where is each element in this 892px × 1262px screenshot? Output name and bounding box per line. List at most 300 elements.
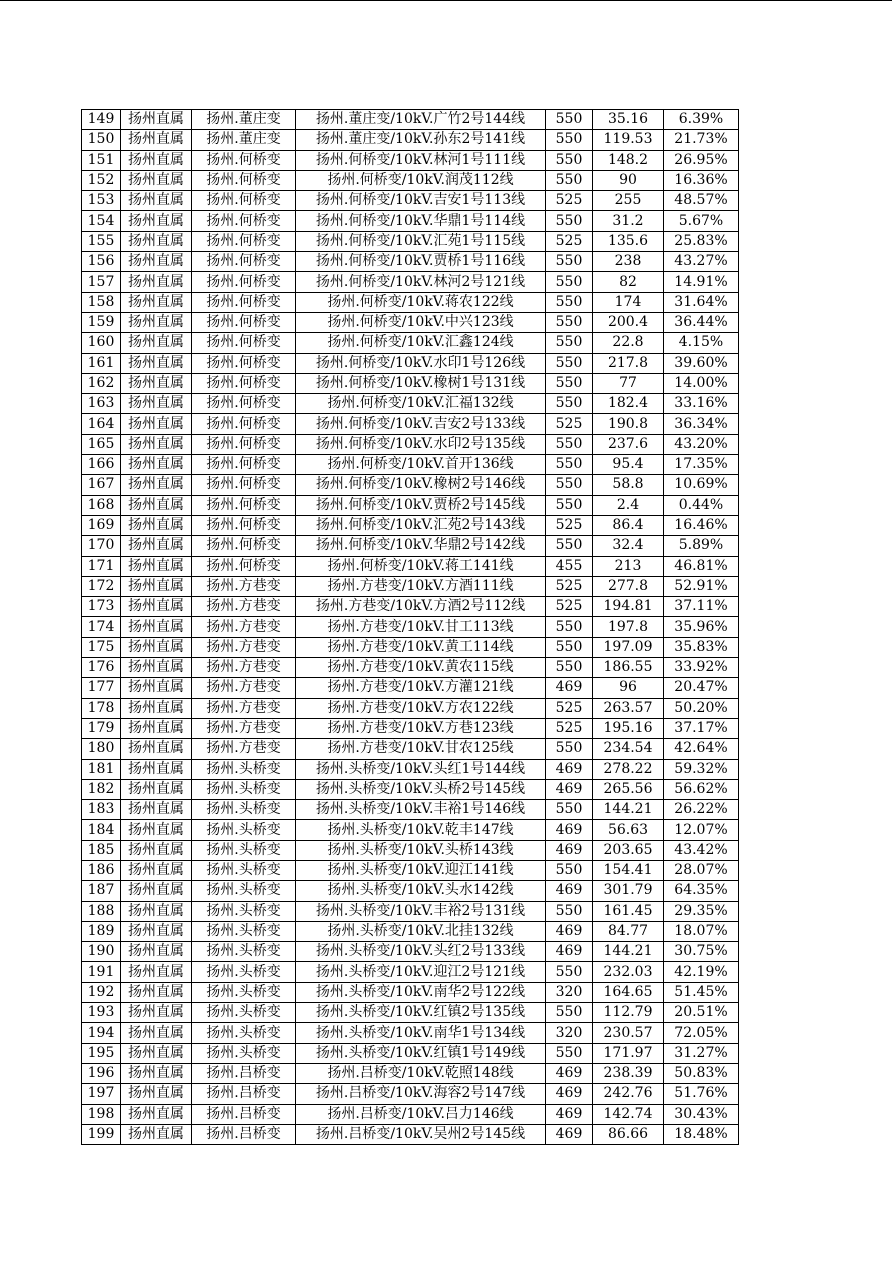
row-number-cell: 164: [82, 414, 121, 434]
table-row: [82, 1084, 739, 1104]
table-row: [82, 860, 739, 880]
load-rate-cell: 6.39%: [664, 110, 739, 130]
load-cell: 95.4: [593, 455, 664, 475]
load-cell: 32.4: [593, 536, 664, 556]
table-row: [82, 272, 739, 292]
row-number-cell: 155: [82, 231, 121, 251]
row-number-cell: 197: [82, 1084, 121, 1104]
table-row: [82, 678, 739, 698]
feeder-line-cell: 扬州.方巷变/10kV.方灌121线: [296, 678, 546, 698]
capacity-cell: 469: [546, 1104, 593, 1124]
substation-cell: 扬州.何桥变: [192, 536, 296, 556]
row-number-cell: 169: [82, 515, 121, 535]
load-rate-cell: 35.83%: [664, 637, 739, 657]
substation-cell: 扬州.头桥变: [192, 901, 296, 921]
substation-cell: 扬州.头桥变: [192, 800, 296, 820]
load-rate-cell: 18.07%: [664, 921, 739, 941]
feeder-line-cell: 扬州.何桥变/10kV.汇苑1号115线: [296, 231, 546, 251]
row-number-cell: 182: [82, 779, 121, 799]
row-number-cell: 195: [82, 1043, 121, 1063]
capacity-cell: 550: [546, 901, 593, 921]
row-number-cell: 178: [82, 698, 121, 718]
feeder-line-cell: 扬州.头桥变/10kV.迎江2号121线: [296, 962, 546, 982]
org-cell: 扬州直属: [121, 901, 192, 921]
substation-cell: 扬州.何桥变: [192, 414, 296, 434]
capacity-cell: 525: [546, 698, 593, 718]
capacity-cell: 469: [546, 1124, 593, 1144]
table-row: [82, 130, 739, 150]
capacity-cell: 469: [546, 881, 593, 901]
feeder-line-cell: 扬州.何桥变/10kV.贾桥2号145线: [296, 495, 546, 515]
substation-cell: 扬州.头桥变: [192, 1043, 296, 1063]
capacity-cell: 550: [546, 333, 593, 353]
table-row: [82, 1124, 739, 1144]
feeder-line-cell: 扬州.何桥变/10kV.蒋工141线: [296, 556, 546, 576]
load-rate-cell: 42.64%: [664, 739, 739, 759]
feeder-load-table: [81, 109, 739, 1145]
capacity-cell: 525: [546, 597, 593, 617]
substation-cell: 扬州.头桥变: [192, 921, 296, 941]
load-rate-cell: 33.16%: [664, 394, 739, 414]
load-rate-cell: 51.45%: [664, 982, 739, 1002]
feeder-line-cell: 扬州.头桥变/10kV.头水142线: [296, 881, 546, 901]
load-rate-cell: 43.42%: [664, 840, 739, 860]
load-cell: 77: [593, 373, 664, 393]
load-rate-cell: 36.44%: [664, 312, 739, 332]
table-row: [82, 921, 739, 941]
org-cell: 扬州直属: [121, 678, 192, 698]
table-row: [82, 698, 739, 718]
load-cell: 22.8: [593, 333, 664, 353]
row-number-cell: 168: [82, 495, 121, 515]
capacity-cell: 550: [546, 394, 593, 414]
capacity-cell: 469: [546, 759, 593, 779]
substation-cell: 扬州.方巷变: [192, 617, 296, 637]
feeder-line-cell: 扬州.何桥变/10kV.林河1号111线: [296, 150, 546, 170]
capacity-cell: 550: [546, 658, 593, 678]
org-cell: 扬州直属: [121, 515, 192, 535]
load-cell: 2.4: [593, 495, 664, 515]
feeder-line-cell: 扬州.何桥变/10kV.华鼎2号142线: [296, 536, 546, 556]
substation-cell: 扬州.何桥变: [192, 556, 296, 576]
table-row: [82, 495, 739, 515]
substation-cell: 扬州.头桥变: [192, 840, 296, 860]
load-cell: 174: [593, 292, 664, 312]
substation-cell: 扬州.方巷变: [192, 698, 296, 718]
substation-cell: 扬州.何桥变: [192, 394, 296, 414]
capacity-cell: 525: [546, 515, 593, 535]
load-rate-cell: 17.35%: [664, 455, 739, 475]
row-number-cell: 180: [82, 739, 121, 759]
table-row: [82, 1043, 739, 1063]
capacity-cell: 525: [546, 414, 593, 434]
org-cell: 扬州直属: [121, 597, 192, 617]
table-row: [82, 252, 739, 272]
row-number-cell: 191: [82, 962, 121, 982]
load-cell: 148.2: [593, 150, 664, 170]
org-cell: 扬州直属: [121, 110, 192, 130]
row-number-cell: 188: [82, 901, 121, 921]
substation-cell: 扬州.方巷变: [192, 718, 296, 738]
table-row: [82, 779, 739, 799]
load-cell: 31.2: [593, 211, 664, 231]
row-number-cell: 186: [82, 860, 121, 880]
load-rate-cell: 64.35%: [664, 881, 739, 901]
feeder-line-cell: 扬州.方巷变/10kV.黄农115线: [296, 658, 546, 678]
feeder-line-cell: 扬州.方巷变/10kV.甘农125线: [296, 739, 546, 759]
load-rate-cell: 35.96%: [664, 617, 739, 637]
substation-cell: 扬州.吕桥变: [192, 1104, 296, 1124]
table-row: [82, 1063, 739, 1083]
org-cell: 扬州直属: [121, 576, 192, 596]
capacity-cell: 550: [546, 252, 593, 272]
sheet-top-border: [0, 0, 892, 1]
row-number-cell: 174: [82, 617, 121, 637]
org-cell: 扬州直属: [121, 982, 192, 1002]
capacity-cell: 550: [546, 353, 593, 373]
table-row: [82, 292, 739, 312]
feeder-line-cell: 扬州.方巷变/10kV.甘工113线: [296, 617, 546, 637]
load-rate-cell: 42.19%: [664, 962, 739, 982]
org-cell: 扬州直属: [121, 231, 192, 251]
row-number-cell: 154: [82, 211, 121, 231]
load-rate-cell: 33.92%: [664, 658, 739, 678]
substation-cell: 扬州.何桥变: [192, 515, 296, 535]
load-cell: 255: [593, 191, 664, 211]
load-cell: 56.63: [593, 820, 664, 840]
row-number-cell: 163: [82, 394, 121, 414]
load-cell: 86.4: [593, 515, 664, 535]
load-rate-cell: 51.76%: [664, 1084, 739, 1104]
load-rate-cell: 56.62%: [664, 779, 739, 799]
row-number-cell: 198: [82, 1104, 121, 1124]
feeder-line-cell: 扬州.头桥变/10kV.南华1号134线: [296, 1023, 546, 1043]
table-row: [82, 110, 739, 130]
feeder-line-cell: 扬州.吕桥变/10kV.海容2号147线: [296, 1084, 546, 1104]
load-cell: 278.22: [593, 759, 664, 779]
org-cell: 扬州直属: [121, 840, 192, 860]
substation-cell: 扬州.何桥变: [192, 312, 296, 332]
substation-cell: 扬州.头桥变: [192, 1003, 296, 1023]
load-cell: 230.57: [593, 1023, 664, 1043]
feeder-line-cell: 扬州.何桥变/10kV.中兴123线: [296, 312, 546, 332]
load-rate-cell: 30.43%: [664, 1104, 739, 1124]
table-row: [82, 739, 739, 759]
load-cell: 164.65: [593, 982, 664, 1002]
row-number-cell: 183: [82, 800, 121, 820]
org-cell: 扬州直属: [121, 637, 192, 657]
load-rate-cell: 39.60%: [664, 353, 739, 373]
table-row: [82, 455, 739, 475]
row-number-cell: 196: [82, 1063, 121, 1083]
substation-cell: 扬州.何桥变: [192, 211, 296, 231]
row-number-cell: 193: [82, 1003, 121, 1023]
load-rate-cell: 25.83%: [664, 231, 739, 251]
capacity-cell: 550: [546, 739, 593, 759]
capacity-cell: 525: [546, 231, 593, 251]
row-number-cell: 176: [82, 658, 121, 678]
load-rate-cell: 72.05%: [664, 1023, 739, 1043]
load-cell: 171.97: [593, 1043, 664, 1063]
feeder-line-cell: 扬州.头桥变/10kV.红镇1号149线: [296, 1043, 546, 1063]
load-cell: 277.8: [593, 576, 664, 596]
row-number-cell: 192: [82, 982, 121, 1002]
load-cell: 197.09: [593, 637, 664, 657]
substation-cell: 扬州.何桥变: [192, 272, 296, 292]
load-rate-cell: 31.27%: [664, 1043, 739, 1063]
load-rate-cell: 28.07%: [664, 860, 739, 880]
org-cell: 扬州直属: [121, 1023, 192, 1043]
capacity-cell: 550: [546, 495, 593, 515]
capacity-cell: 469: [546, 779, 593, 799]
load-cell: 186.55: [593, 658, 664, 678]
substation-cell: 扬州.何桥变: [192, 150, 296, 170]
capacity-cell: 550: [546, 211, 593, 231]
org-cell: 扬州直属: [121, 333, 192, 353]
table-row: [82, 658, 739, 678]
table-row: [82, 962, 739, 982]
capacity-cell: 550: [546, 272, 593, 292]
row-number-cell: 159: [82, 312, 121, 332]
row-number-cell: 190: [82, 942, 121, 962]
feeder-line-cell: 扬州.头桥变/10kV.乾丰147线: [296, 820, 546, 840]
load-cell: 96: [593, 678, 664, 698]
org-cell: 扬州直属: [121, 455, 192, 475]
feeder-line-cell: 扬州.何桥变/10kV.林河2号121线: [296, 272, 546, 292]
table-row: [82, 820, 739, 840]
capacity-cell: 550: [546, 373, 593, 393]
row-number-cell: 185: [82, 840, 121, 860]
table-row: [82, 617, 739, 637]
capacity-cell: 525: [546, 718, 593, 738]
org-cell: 扬州直属: [121, 942, 192, 962]
feeder-line-cell: 扬州.何桥变/10kV.汇苑2号143线: [296, 515, 546, 535]
feeder-line-cell: 扬州.何桥变/10kV.橡树2号146线: [296, 475, 546, 495]
capacity-cell: 469: [546, 678, 593, 698]
org-cell: 扬州直属: [121, 150, 192, 170]
load-cell: 213: [593, 556, 664, 576]
substation-cell: 扬州.何桥变: [192, 373, 296, 393]
load-rate-cell: 5.89%: [664, 536, 739, 556]
load-rate-cell: 37.11%: [664, 597, 739, 617]
load-cell: 200.4: [593, 312, 664, 332]
substation-cell: 扬州.头桥变: [192, 860, 296, 880]
row-number-cell: 194: [82, 1023, 121, 1043]
substation-cell: 扬州.何桥变: [192, 170, 296, 190]
row-number-cell: 153: [82, 191, 121, 211]
table-row: [82, 982, 739, 1002]
load-cell: 301.79: [593, 881, 664, 901]
load-rate-cell: 37.17%: [664, 718, 739, 738]
capacity-cell: 550: [546, 860, 593, 880]
substation-cell: 扬州.方巷变: [192, 658, 296, 678]
org-cell: 扬州直属: [121, 394, 192, 414]
capacity-cell: 550: [546, 637, 593, 657]
load-rate-cell: 50.20%: [664, 698, 739, 718]
feeder-line-cell: 扬州.头桥变/10kV.南华2号122线: [296, 982, 546, 1002]
org-cell: 扬州直属: [121, 617, 192, 637]
load-rate-cell: 30.75%: [664, 942, 739, 962]
capacity-cell: 550: [546, 962, 593, 982]
row-number-cell: 156: [82, 252, 121, 272]
org-cell: 扬州直属: [121, 475, 192, 495]
feeder-line-cell: 扬州.何桥变/10kV.水印2号135线: [296, 434, 546, 454]
table-row: [82, 759, 739, 779]
load-rate-cell: 29.35%: [664, 901, 739, 921]
load-rate-cell: 52.91%: [664, 576, 739, 596]
feeder-line-cell: 扬州.头桥变/10kV.头桥2号145线: [296, 779, 546, 799]
feeder-line-cell: 扬州.方巷变/10kV.黄工114线: [296, 637, 546, 657]
load-rate-cell: 18.48%: [664, 1124, 739, 1144]
substation-cell: 扬州.董庄变: [192, 130, 296, 150]
feeder-line-cell: 扬州.何桥变/10kV.水印1号126线: [296, 353, 546, 373]
feeder-line-cell: 扬州.头桥变/10kV.迎江141线: [296, 860, 546, 880]
capacity-cell: 469: [546, 840, 593, 860]
substation-cell: 扬州.吕桥变: [192, 1063, 296, 1083]
load-cell: 58.8: [593, 475, 664, 495]
table-row: [82, 150, 739, 170]
load-rate-cell: 10.69%: [664, 475, 739, 495]
row-number-cell: 158: [82, 292, 121, 312]
capacity-cell: 550: [546, 150, 593, 170]
load-rate-cell: 21.73%: [664, 130, 739, 150]
substation-cell: 扬州.头桥变: [192, 942, 296, 962]
load-rate-cell: 46.81%: [664, 556, 739, 576]
org-cell: 扬州直属: [121, 718, 192, 738]
capacity-cell: 469: [546, 921, 593, 941]
org-cell: 扬州直属: [121, 820, 192, 840]
load-cell: 161.45: [593, 901, 664, 921]
capacity-cell: 550: [546, 617, 593, 637]
table-row: [82, 211, 739, 231]
load-cell: 144.21: [593, 942, 664, 962]
load-rate-cell: 20.47%: [664, 678, 739, 698]
capacity-cell: 550: [546, 110, 593, 130]
load-cell: 144.21: [593, 800, 664, 820]
row-number-cell: 149: [82, 110, 121, 130]
substation-cell: 扬州.头桥变: [192, 759, 296, 779]
feeder-line-cell: 扬州.何桥变/10kV.汇福132线: [296, 394, 546, 414]
load-cell: 86.66: [593, 1124, 664, 1144]
row-number-cell: 160: [82, 333, 121, 353]
row-number-cell: 166: [82, 455, 121, 475]
capacity-cell: 550: [546, 536, 593, 556]
load-rate-cell: 4.15%: [664, 333, 739, 353]
capacity-cell: 550: [546, 475, 593, 495]
feeder-line-cell: 扬州.头桥变/10kV.丰裕1号146线: [296, 800, 546, 820]
row-number-cell: 175: [82, 637, 121, 657]
load-rate-cell: 12.07%: [664, 820, 739, 840]
table-row: [82, 353, 739, 373]
feeder-line-cell: 扬州.何桥变/10kV.蒋农122线: [296, 292, 546, 312]
substation-cell: 扬州.何桥变: [192, 495, 296, 515]
feeder-line-cell: 扬州.头桥变/10kV.头红1号144线: [296, 759, 546, 779]
row-number-cell: 181: [82, 759, 121, 779]
capacity-cell: 469: [546, 1084, 593, 1104]
capacity-cell: 525: [546, 576, 593, 596]
load-cell: 238.39: [593, 1063, 664, 1083]
capacity-cell: 455: [546, 556, 593, 576]
load-cell: 190.8: [593, 414, 664, 434]
org-cell: 扬州直属: [121, 414, 192, 434]
org-cell: 扬州直属: [121, 1124, 192, 1144]
table-row: [82, 333, 739, 353]
capacity-cell: 320: [546, 1023, 593, 1043]
substation-cell: 扬州.何桥变: [192, 333, 296, 353]
feeder-line-cell: 扬州.吕桥变/10kV.吴州2号145线: [296, 1124, 546, 1144]
feeder-line-cell: 扬州.头桥变/10kV.北挂132线: [296, 921, 546, 941]
capacity-cell: 550: [546, 455, 593, 475]
substation-cell: 扬州.头桥变: [192, 962, 296, 982]
org-cell: 扬州直属: [121, 1063, 192, 1083]
table-row: [82, 718, 739, 738]
substation-cell: 扬州.何桥变: [192, 475, 296, 495]
load-rate-cell: 26.22%: [664, 800, 739, 820]
load-cell: 217.8: [593, 353, 664, 373]
row-number-cell: 177: [82, 678, 121, 698]
table-row: [82, 394, 739, 414]
org-cell: 扬州直属: [121, 658, 192, 678]
table-row: [82, 901, 739, 921]
row-number-cell: 150: [82, 130, 121, 150]
table-row: [82, 1104, 739, 1124]
capacity-cell: 550: [546, 1043, 593, 1063]
feeder-line-cell: 扬州.何桥变/10kV.贾桥1号116线: [296, 252, 546, 272]
org-cell: 扬州直属: [121, 1003, 192, 1023]
org-cell: 扬州直属: [121, 759, 192, 779]
table-row: [82, 800, 739, 820]
load-rate-cell: 14.00%: [664, 373, 739, 393]
substation-cell: 扬州.方巷变: [192, 576, 296, 596]
load-rate-cell: 16.46%: [664, 515, 739, 535]
substation-cell: 扬州.头桥变: [192, 982, 296, 1002]
capacity-cell: 550: [546, 130, 593, 150]
table-row: [82, 597, 739, 617]
org-cell: 扬州直属: [121, 292, 192, 312]
org-cell: 扬州直属: [121, 881, 192, 901]
org-cell: 扬州直属: [121, 698, 192, 718]
row-number-cell: 165: [82, 434, 121, 454]
feeder-line-cell: 扬州.头桥变/10kV.头红2号133线: [296, 942, 546, 962]
row-number-cell: 167: [82, 475, 121, 495]
load-rate-cell: 36.34%: [664, 414, 739, 434]
feeder-line-cell: 扬州.何桥变/10kV.润茂112线: [296, 170, 546, 190]
load-cell: 242.76: [593, 1084, 664, 1104]
table-row: [82, 1003, 739, 1023]
capacity-cell: 469: [546, 942, 593, 962]
row-number-cell: 179: [82, 718, 121, 738]
load-cell: 265.56: [593, 779, 664, 799]
load-rate-cell: 20.51%: [664, 1003, 739, 1023]
substation-cell: 扬州.方巷变: [192, 739, 296, 759]
substation-cell: 扬州.吕桥变: [192, 1084, 296, 1104]
org-cell: 扬州直属: [121, 312, 192, 332]
substation-cell: 扬州.方巷变: [192, 637, 296, 657]
substation-cell: 扬州.何桥变: [192, 434, 296, 454]
substation-cell: 扬州.何桥变: [192, 292, 296, 312]
org-cell: 扬州直属: [121, 373, 192, 393]
load-cell: 203.65: [593, 840, 664, 860]
org-cell: 扬州直属: [121, 800, 192, 820]
row-number-cell: 171: [82, 556, 121, 576]
org-cell: 扬州直属: [121, 536, 192, 556]
feeder-line-cell: 扬州.方巷变/10kV.方巷123线: [296, 718, 546, 738]
substation-cell: 扬州.头桥变: [192, 1023, 296, 1043]
substation-cell: 扬州.头桥变: [192, 881, 296, 901]
row-number-cell: 152: [82, 170, 121, 190]
load-rate-cell: 50.83%: [664, 1063, 739, 1083]
feeder-line-cell: 扬州.方巷变/10kV.方酒111线: [296, 576, 546, 596]
